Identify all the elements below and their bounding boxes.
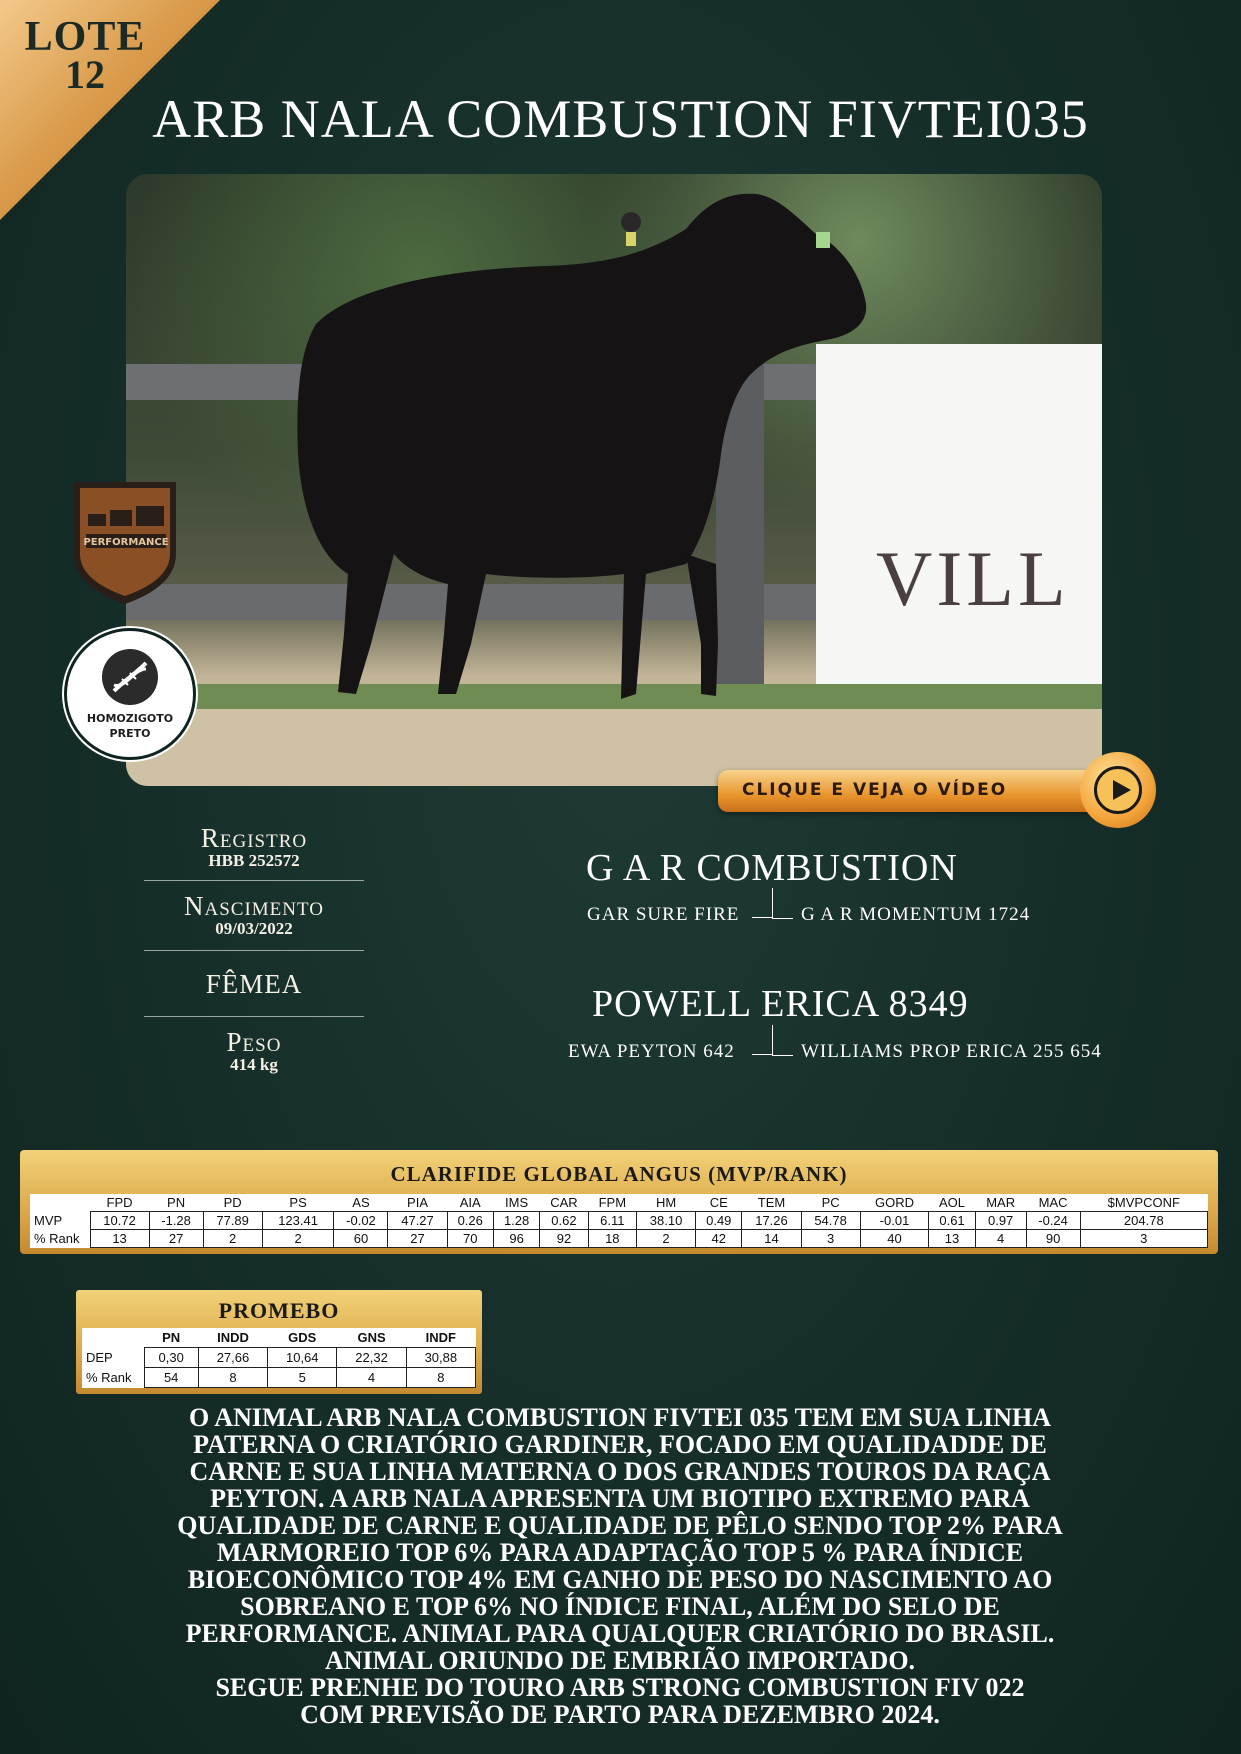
- clarifide-cell: 90: [1026, 1230, 1080, 1248]
- nascimento-value: 09/03/2022: [215, 919, 293, 938]
- info-registro: [144, 824, 364, 870]
- clarifide-cell: -1.28: [149, 1212, 203, 1230]
- clarifide-cell: 77.89: [203, 1212, 262, 1230]
- promebo-table-wrapper: [82, 1328, 476, 1388]
- promebo-cell: 4: [337, 1368, 406, 1388]
- promebo-header-gns: GNS: [357, 1330, 386, 1345]
- description-line: SOBREANO E TOP 6% NO ÍNDICE FINAL, ALÉM DO SELO DE: [240, 1592, 1000, 1621]
- performance-label: PERFORMANCE: [83, 537, 169, 548]
- clarifide-header-mvpconf: $MVPCONF: [1107, 1195, 1180, 1210]
- registro-label: Registro: [200, 823, 308, 853]
- promebo-panel: [76, 1290, 482, 1394]
- clarifide-row-label: MVP: [34, 1213, 63, 1228]
- description-line: PERFORMANCE. ANIMAL PARA QUALQUER CRIATÓRIO DO BRASIL.: [185, 1619, 1055, 1648]
- clarifide-header-pd: PD: [223, 1195, 242, 1210]
- promebo-row: [82, 1368, 476, 1388]
- clarifide-cell: 92: [540, 1230, 588, 1248]
- video-button-label[interactable]: CLIQUE E VEJA O VÍDEO: [742, 780, 1008, 800]
- promebo-table: [82, 1328, 476, 1388]
- animal-photo: [126, 174, 1102, 786]
- clarifide-cell: 204.78: [1080, 1212, 1207, 1230]
- video-button-circle[interactable]: [1080, 752, 1156, 828]
- clarifide-cell: 18: [588, 1230, 636, 1248]
- promebo-header-row: [82, 1328, 476, 1348]
- pedigree-sire-connector: [772, 888, 793, 919]
- clarifide-cell: 17.26: [742, 1212, 801, 1230]
- description-line: MARMOREIO TOP 6% PARA ADAPTAÇÃO TOP 5 % PARA ÍNDICE: [216, 1538, 1024, 1567]
- clarifide-cell: 42: [696, 1230, 742, 1248]
- clarifide-header-blank: [30, 1194, 90, 1212]
- dna-icon: [98, 645, 162, 709]
- clarifide-cell: 2: [637, 1230, 696, 1248]
- description-line: PATERNA O CRIATÓRIO GARDINER, FOCADO EM QUALIDADDE DE: [193, 1430, 1047, 1459]
- homozigoto-badge: [64, 628, 196, 760]
- lot-label: [10, 14, 160, 97]
- registro-value: HBB 252572: [208, 851, 300, 870]
- clarifide-header-row: [30, 1194, 1208, 1212]
- promebo-row-label: % Rank: [86, 1370, 132, 1385]
- pedigree-sire-sire: GAR SURE FIRE: [587, 904, 740, 925]
- description-line: CARNE E SUA LINHA MATERNA O DOS GRANDES TOUROS DA RAÇA: [189, 1457, 1051, 1486]
- promebo-cell: 10,64: [268, 1348, 337, 1368]
- play-icon-ring[interactable]: [1094, 766, 1142, 814]
- clarifide-cell: 3: [1080, 1230, 1207, 1248]
- clarifide-cell: 0.49: [696, 1212, 742, 1230]
- performance-badge: [66, 474, 184, 606]
- clarifide-cell: 0.61: [929, 1212, 975, 1230]
- pedigree-dam-dam: WILLIAMS PROP ERICA 255 654: [801, 1041, 1102, 1062]
- description-line: COM PREVISÃO DE PARTO PARA DEZEMBRO 2024.: [300, 1700, 940, 1729]
- pedigree-dam-connector-left: [752, 1054, 772, 1055]
- clarifide-cell: 70: [447, 1230, 493, 1248]
- homozigoto-line1: HOMOZIGOTO: [86, 712, 174, 725]
- clarifide-cell: -0.01: [860, 1212, 929, 1230]
- clarifide-cell: -0.02: [334, 1212, 388, 1230]
- play-icon[interactable]: [1113, 780, 1131, 800]
- clarifide-header-pn: PN: [167, 1195, 186, 1210]
- clarifide-header-pc: PC: [821, 1195, 840, 1210]
- clarifide-panel: [20, 1150, 1218, 1254]
- animal-title: ARB NALA COMBUSTION FIVTEI035: [152, 89, 1089, 149]
- clarifide-header-aia: AIA: [459, 1195, 481, 1210]
- clarifide-row: [30, 1212, 1208, 1230]
- clarifide-row: [30, 1230, 1208, 1248]
- clarifide-title: CLARIFIDE GLOBAL ANGUS (MVP/RANK): [390, 1162, 848, 1186]
- pedigree-dam-name: POWELL ERICA 8349: [592, 983, 969, 1025]
- promebo-cell: 27,66: [198, 1348, 267, 1368]
- watch-video-button[interactable]: [718, 752, 1156, 830]
- clarifide-header-fpd: FPD: [106, 1195, 133, 1210]
- description-line: SEGUE PRENHE DO TOURO ARB STRONG COMBUSTION FIV 022: [215, 1673, 1025, 1702]
- info-divider: [144, 880, 364, 881]
- clarifide-cell: 27: [388, 1230, 447, 1248]
- animal-description: [80, 1404, 1160, 1728]
- clarifide-cell: 54.78: [801, 1212, 860, 1230]
- clarifide-cell: 123.41: [262, 1212, 334, 1230]
- sexo-label: FÊMEA: [205, 969, 303, 999]
- clarifide-cell: 0.97: [975, 1212, 1026, 1230]
- peso-label: Peso: [226, 1027, 282, 1057]
- clarifide-cell: -0.24: [1026, 1212, 1080, 1230]
- clarifide-header-pia: PIA: [407, 1195, 428, 1210]
- info-sexo: [144, 970, 364, 998]
- clarifide-header-car: CAR: [550, 1195, 578, 1210]
- clarifide-header-as: AS: [352, 1195, 370, 1210]
- promebo-header-indf: INDF: [425, 1330, 457, 1345]
- clarifide-cell: 2: [203, 1230, 262, 1248]
- info-divider: [144, 1016, 364, 1017]
- lot-number: 12: [65, 52, 105, 97]
- promebo-cell: 8: [198, 1368, 267, 1388]
- clarifide-table-wrapper: [30, 1194, 1208, 1248]
- pedigree-dam-sire: EWA PEYTON 642: [568, 1041, 735, 1062]
- clarifide-cell: 4: [975, 1230, 1026, 1248]
- clarifide-cell: 60: [334, 1230, 388, 1248]
- info-peso: [144, 1028, 364, 1074]
- promebo-cell: 5: [268, 1368, 337, 1388]
- clarifide-cell: 3: [801, 1230, 860, 1248]
- clarifide-header-hm: HM: [655, 1195, 677, 1210]
- homozigoto-line2: PRETO: [109, 727, 151, 740]
- pedigree-sire-connector-left: [752, 917, 772, 918]
- promebo-header-pn: PN: [162, 1330, 181, 1345]
- nascimento-label: Nascimento: [184, 891, 324, 921]
- clarifide-header-aol: AOL: [939, 1195, 966, 1210]
- promebo-cell: 0,30: [144, 1348, 198, 1368]
- clarifide-row-label: % Rank: [34, 1231, 80, 1246]
- clarifide-cell: 1.28: [493, 1212, 539, 1230]
- promebo-header-blank: [82, 1328, 144, 1348]
- homozigoto-label: [67, 711, 193, 741]
- description-line: PEYTON. A ARB NALA APRESENTA UM BIOTIPO EXTREMO PARA: [210, 1484, 1030, 1513]
- clarifide-cell: 13: [90, 1230, 149, 1248]
- clarifide-cell: 6.11: [588, 1212, 636, 1230]
- cow-silhouette: [126, 174, 1102, 786]
- clarifide-header-gord: GORD: [874, 1195, 914, 1210]
- promebo-row: [82, 1348, 476, 1368]
- clarifide-cell: 38.10: [637, 1212, 696, 1230]
- clarifide-cell: 40: [860, 1230, 929, 1248]
- clarifide-header-ps: PS: [289, 1195, 307, 1210]
- pedigree-sire-dam: G A R MOMENTUM 1724: [801, 904, 1031, 925]
- clarifide-cell: 27: [149, 1230, 203, 1248]
- pedigree-sire-name: G A R COMBUSTION: [586, 847, 958, 889]
- clarifide-cell: 47.27: [388, 1212, 447, 1230]
- clarifide-cell: 14: [742, 1230, 801, 1248]
- promebo-cell: 22,32: [337, 1348, 406, 1368]
- description-line: BIOECONÔMICO TOP 4% EM GANHO DE PESO DO NASCIMENTO AO: [187, 1565, 1053, 1594]
- info-divider: [144, 950, 364, 951]
- clarifide-header-ims: IMS: [505, 1195, 529, 1210]
- promebo-header-gds: GDS: [288, 1330, 317, 1345]
- promebo-cell: 8: [406, 1368, 475, 1388]
- clarifide-cell: 2: [262, 1230, 334, 1248]
- clarifide-header-ce: CE: [709, 1195, 728, 1210]
- photo-banner-text: VILL: [876, 535, 1070, 622]
- clarifide-header-mar: MAR: [986, 1195, 1016, 1210]
- promebo-cell: 54: [144, 1368, 198, 1388]
- clarifide-table: [30, 1194, 1208, 1248]
- info-nascimento: [144, 892, 364, 938]
- peso-value: 414 kg: [230, 1055, 278, 1074]
- lot-word: LOTE: [24, 14, 146, 60]
- pedigree-dam-connector: [772, 1025, 793, 1056]
- promebo-cell: 30,88: [406, 1348, 475, 1368]
- clarifide-header-mac: MAC: [1038, 1195, 1068, 1210]
- clarifide-cell: 0.62: [540, 1212, 588, 1230]
- clarifide-cell: 10.72: [90, 1212, 149, 1230]
- clarifide-header-fpm: FPM: [598, 1195, 627, 1210]
- description-line: ANIMAL ORIUNDO DE EMBRIÃO IMPORTADO.: [324, 1646, 916, 1675]
- clarifide-cell: 0.26: [447, 1212, 493, 1230]
- clarifide-header-tem: TEM: [757, 1195, 786, 1210]
- description-line: O ANIMAL ARB NALA COMBUSTION FIVTEI 035 TEM EM SUA LINHA: [189, 1403, 1051, 1432]
- description-line: QUALIDADE DE CARNE E QUALIDADE DE PÊLO SENDO TOP 2% PARA: [177, 1511, 1063, 1540]
- promebo-row-label: DEP: [86, 1350, 113, 1365]
- promebo-header-indd: INDD: [217, 1330, 249, 1345]
- clarifide-cell: 96: [493, 1230, 539, 1248]
- promebo-title: PROMEBO: [218, 1298, 340, 1323]
- clarifide-cell: 13: [929, 1230, 975, 1248]
